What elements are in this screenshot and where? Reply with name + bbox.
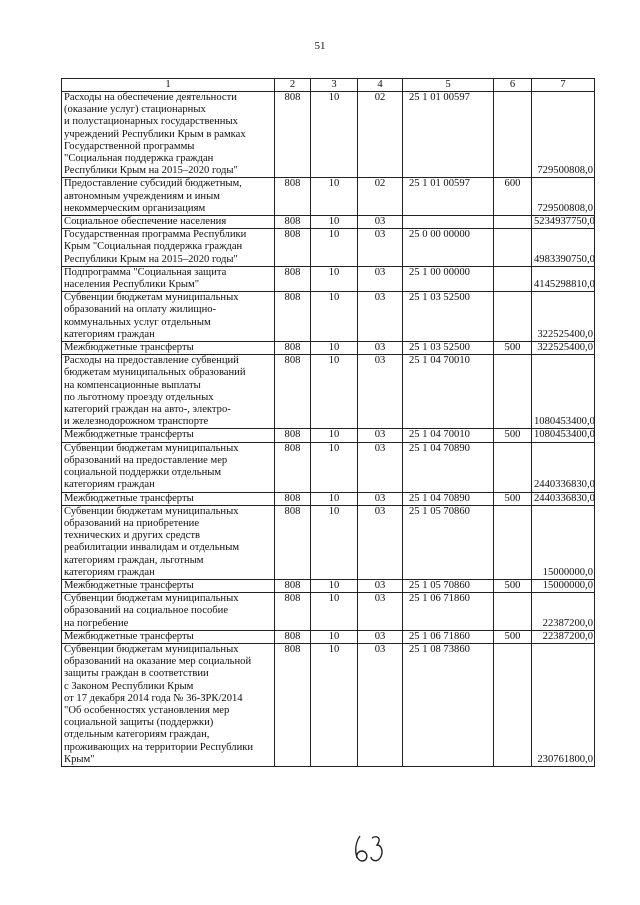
code-cell-c5: 25 1 06 71860 (403, 593, 494, 631)
item-name-cell (62, 342, 275, 355)
item-name-line: Государственная программа Республики (64, 229, 247, 241)
header-cell: 3 (311, 79, 358, 92)
code-cell-c3: 10 (311, 216, 358, 229)
table-row (62, 229, 595, 267)
code-cell-c6 (494, 442, 532, 492)
item-name-line: (оказание услуг) стационарных (64, 104, 206, 116)
code-cell-c2: 808 (275, 505, 311, 579)
header-cell: 2 (275, 79, 311, 92)
amount-cell: 4983390750,0 (532, 229, 595, 267)
table-row (62, 342, 595, 355)
code-cell-c5: 25 1 04 70010 (403, 355, 494, 429)
item-name-line: "Социальная поддержка граждан (64, 153, 214, 165)
code-cell-c2: 808 (275, 429, 311, 442)
amount-cell: 15000000,0 (532, 579, 595, 592)
table-row (62, 442, 595, 492)
code-cell-c4: 03 (358, 505, 403, 579)
item-name-line: Крым "Социальная поддержка граждан (64, 241, 243, 253)
code-cell-c6: 500 (494, 429, 532, 442)
code-cell-c3: 10 (311, 579, 358, 592)
item-name-line: образований на оказание мер социальной (64, 656, 252, 668)
item-name-line: Республики Крым на 2015–2020 годы" (64, 253, 238, 265)
code-cell-c2: 808 (275, 630, 311, 643)
code-cell-c6 (494, 292, 532, 342)
code-cell-c3: 10 (311, 178, 358, 216)
table-row (62, 630, 595, 643)
code-cell-c6 (494, 355, 532, 429)
item-name-line: социальной поддержки отдельным (64, 467, 222, 479)
amount-cell: 1080453400,0 (532, 429, 595, 442)
code-cell-c5: 25 1 04 70890 (403, 442, 494, 492)
item-name-line: технических и других средств (64, 530, 200, 542)
code-cell-c6: 500 (494, 342, 532, 355)
table-row (62, 266, 595, 291)
code-cell-c2: 808 (275, 216, 311, 229)
code-cell-c6: 500 (494, 579, 532, 592)
item-name-cell (62, 630, 275, 643)
code-cell-c6 (494, 229, 532, 267)
item-name-line: образований на приобретение (64, 517, 200, 529)
code-cell-c3: 10 (311, 266, 358, 291)
code-cell-c5: 25 1 08 73860 (403, 643, 494, 766)
item-name-line: Субвенции бюджетам муниципальных (64, 442, 239, 454)
item-name-line: образований на оплату жилищно- (64, 304, 217, 316)
item-name-line: некоммерческим организациям (64, 202, 206, 214)
code-cell-c4: 03 (358, 292, 403, 342)
code-cell-c2: 808 (275, 579, 311, 592)
code-cell-c3: 10 (311, 429, 358, 442)
code-cell-c5: 25 1 04 70010 (403, 429, 494, 442)
item-name-line: от 17 декабря 2014 года № 36-ЗРК/2014 (64, 692, 243, 704)
code-cell-c2: 808 (275, 266, 311, 291)
code-cell-c6 (494, 643, 532, 766)
item-name-line: категориям граждан (64, 566, 155, 578)
amount-cell: 322525400,0 (532, 292, 595, 342)
table-row (62, 429, 595, 442)
table-row (62, 292, 595, 342)
item-name-line: Межбюджетные трансферты (64, 429, 194, 441)
table-row (62, 216, 595, 229)
item-name-cell (62, 593, 275, 631)
item-name-cell (62, 505, 275, 579)
code-cell-c3: 10 (311, 492, 358, 505)
table-row (62, 579, 595, 592)
amount-cell: 15000000,0 (532, 505, 595, 579)
table-row (62, 492, 595, 505)
code-cell-c6 (494, 92, 532, 178)
item-name-line: Государственной программы (64, 140, 195, 152)
code-cell-c5: 25 1 03 52500 (403, 292, 494, 342)
header-cell: 5 (403, 79, 494, 92)
code-cell-c4: 03 (358, 229, 403, 267)
item-name-line: Субвенции бюджетам муниципальных (64, 593, 239, 605)
item-name-line: на компенсационные выплаты (64, 379, 201, 391)
code-cell-c2: 808 (275, 92, 311, 178)
item-name-line: и полустационарных государственных (64, 116, 238, 128)
page-number: 51 (314, 40, 326, 52)
code-cell-c4: 03 (358, 442, 403, 492)
item-name-cell (62, 579, 275, 592)
item-name-line: Субвенции бюджетам муниципальных (64, 505, 239, 517)
table-row (62, 355, 595, 429)
item-name-line: реабилитации инвалидам и отдельным (64, 542, 240, 554)
header-cell: 7 (532, 79, 595, 92)
code-cell-c3: 10 (311, 643, 358, 766)
item-name-line: Межбюджетные трансферты (64, 492, 194, 504)
item-name-line: Субвенции бюджетам муниципальных (64, 643, 239, 655)
item-name-line: социальной защиты (поддержки) (64, 717, 214, 729)
code-cell-c4: 02 (358, 178, 403, 216)
item-name-cell (62, 442, 275, 492)
item-name-cell (62, 178, 275, 216)
item-name-line: отдельным категориям граждан, (64, 729, 210, 741)
code-cell-c5: 25 1 01 00597 (403, 92, 494, 178)
code-cell-c3: 10 (311, 505, 358, 579)
code-cell-c5: 25 1 06 71860 (403, 630, 494, 643)
item-name-line: на погребение (64, 617, 129, 629)
code-cell-c3: 10 (311, 630, 358, 643)
code-cell-c4: 03 (358, 630, 403, 643)
code-cell-c3: 10 (311, 355, 358, 429)
item-name-line: по льготному проезду отдельных (64, 391, 214, 403)
code-cell-c6: 500 (494, 630, 532, 643)
item-name-line: Республики Крым на 2015–2020 годы" (64, 165, 238, 177)
amount-cell: 230761800,0 (532, 643, 595, 766)
item-name-line: "Об особенностях установления мер (64, 704, 230, 716)
item-name-line: образований на предоставление мер (64, 454, 228, 466)
item-name-line: образований на социальное пособие (64, 605, 229, 617)
code-cell-c4: 03 (358, 266, 403, 291)
item-name-line: учреждений Республики Крым в рамках (64, 128, 246, 140)
code-cell-c4: 03 (358, 355, 403, 429)
budget-table (61, 78, 595, 767)
header-cell: 4 (358, 79, 403, 92)
item-name-line: Подпрограмма "Социальная защита (64, 266, 227, 278)
item-name-line: защиты граждан в соответствии (64, 668, 209, 680)
item-name-cell (62, 266, 275, 291)
amount-cell: 729500808,0 (532, 92, 595, 178)
code-cell-c5 (403, 216, 494, 229)
amount-cell: 22387200,0 (532, 630, 595, 643)
item-name-line: категорий граждан на авто-, электро- (64, 404, 231, 416)
code-cell-c3: 10 (311, 342, 358, 355)
table-row (62, 505, 595, 579)
item-name-line: категориям граждан (64, 328, 155, 340)
code-cell-c6 (494, 216, 532, 229)
item-name-line: коммунальных услуг отдельным (64, 316, 211, 328)
amount-cell: 729500808,0 (532, 178, 595, 216)
code-cell-c5: 25 1 04 70890 (403, 492, 494, 505)
table-row (62, 92, 595, 178)
item-name-line: Расходы на обеспечение деятельности (64, 92, 237, 103)
item-name-line: населения Республики Крым" (64, 279, 200, 291)
item-name-cell (62, 643, 275, 766)
code-cell-c2: 808 (275, 229, 311, 267)
handwritten-page-mark (352, 830, 392, 870)
code-cell-c5: 25 0 00 00000 (403, 229, 494, 267)
code-cell-c3: 10 (311, 442, 358, 492)
code-cell-c3: 10 (311, 229, 358, 267)
code-cell-c4: 03 (358, 429, 403, 442)
item-name-cell (62, 429, 275, 442)
code-cell-c3: 10 (311, 292, 358, 342)
amount-cell: 322525400,0 (532, 342, 595, 355)
code-cell-c2: 808 (275, 355, 311, 429)
code-cell-c4: 03 (358, 643, 403, 766)
amount-cell: 2440336830,0 (532, 442, 595, 492)
code-cell-c6 (494, 266, 532, 291)
code-cell-c5: 25 1 05 70860 (403, 579, 494, 592)
amount-cell: 5234937750,0 (532, 216, 595, 229)
table-row (62, 643, 595, 766)
amount-cell: 2440336830,0 (532, 492, 595, 505)
item-name-line: Социальное обеспечение населения (64, 216, 227, 228)
item-name-line: проживающих на территории Республики (64, 741, 254, 753)
item-name-line: Крым" (64, 753, 95, 765)
code-cell-c2: 808 (275, 593, 311, 631)
handwritten-mark-text: 63 (352, 870, 353, 871)
code-cell-c5: 25 1 00 00000 (403, 266, 494, 291)
amount-cell: 22387200,0 (532, 593, 595, 631)
item-name-line: категориям граждан, льготным (64, 554, 204, 566)
code-cell-c4: 02 (358, 92, 403, 178)
amount-cell: 1080453400,0 (532, 355, 595, 429)
code-cell-c5: 25 1 01 00597 (403, 178, 494, 216)
item-name-line: Межбюджетные трансферты (64, 342, 194, 354)
code-cell-c5: 25 1 05 70860 (403, 505, 494, 579)
code-cell-c2: 808 (275, 492, 311, 505)
table-row (62, 178, 595, 216)
table-row (62, 593, 595, 631)
item-name-line: и железнодорожном транспорте (64, 416, 209, 428)
item-name-line: Предоставление субсидий бюджетным, (64, 178, 242, 190)
header-cell: 6 (494, 79, 532, 92)
item-name-cell (62, 216, 275, 229)
code-cell-c4: 03 (358, 492, 403, 505)
item-name-cell (62, 92, 275, 178)
code-cell-c4: 03 (358, 216, 403, 229)
code-cell-c2: 808 (275, 442, 311, 492)
code-cell-c4: 03 (358, 579, 403, 592)
item-name-line: автономным учреждениям и иным (64, 190, 220, 202)
code-cell-c2: 808 (275, 178, 311, 216)
code-cell-c3: 10 (311, 92, 358, 178)
header-cell: 1 (62, 79, 275, 92)
item-name-line: Расходы на предоставление субвенций (64, 355, 239, 367)
item-name-line: Межбюджетные трансферты (64, 579, 194, 591)
code-cell-c6: 500 (494, 492, 532, 505)
item-name-cell (62, 355, 275, 429)
table-header-row (62, 79, 595, 92)
item-name-line: бюджетам муниципальных образований (64, 367, 246, 379)
item-name-cell (62, 229, 275, 267)
code-cell-c2: 808 (275, 292, 311, 342)
code-cell-c2: 808 (275, 342, 311, 355)
item-name-line: категориям граждан (64, 479, 155, 491)
amount-cell: 4145298810,0 (532, 266, 595, 291)
code-cell-c6 (494, 505, 532, 579)
code-cell-c6: 600 (494, 178, 532, 216)
code-cell-c5: 25 1 03 52500 (403, 342, 494, 355)
item-name-line: Межбюджетные трансферты (64, 630, 194, 642)
code-cell-c3: 10 (311, 593, 358, 631)
code-cell-c2: 808 (275, 643, 311, 766)
code-cell-c4: 03 (358, 593, 403, 631)
code-cell-c6 (494, 593, 532, 631)
item-name-line: с Законом Республики Крым (64, 680, 194, 692)
code-cell-c4: 03 (358, 342, 403, 355)
item-name-cell (62, 492, 275, 505)
item-name-cell (62, 292, 275, 342)
item-name-line: Субвенции бюджетам муниципальных (64, 292, 239, 304)
